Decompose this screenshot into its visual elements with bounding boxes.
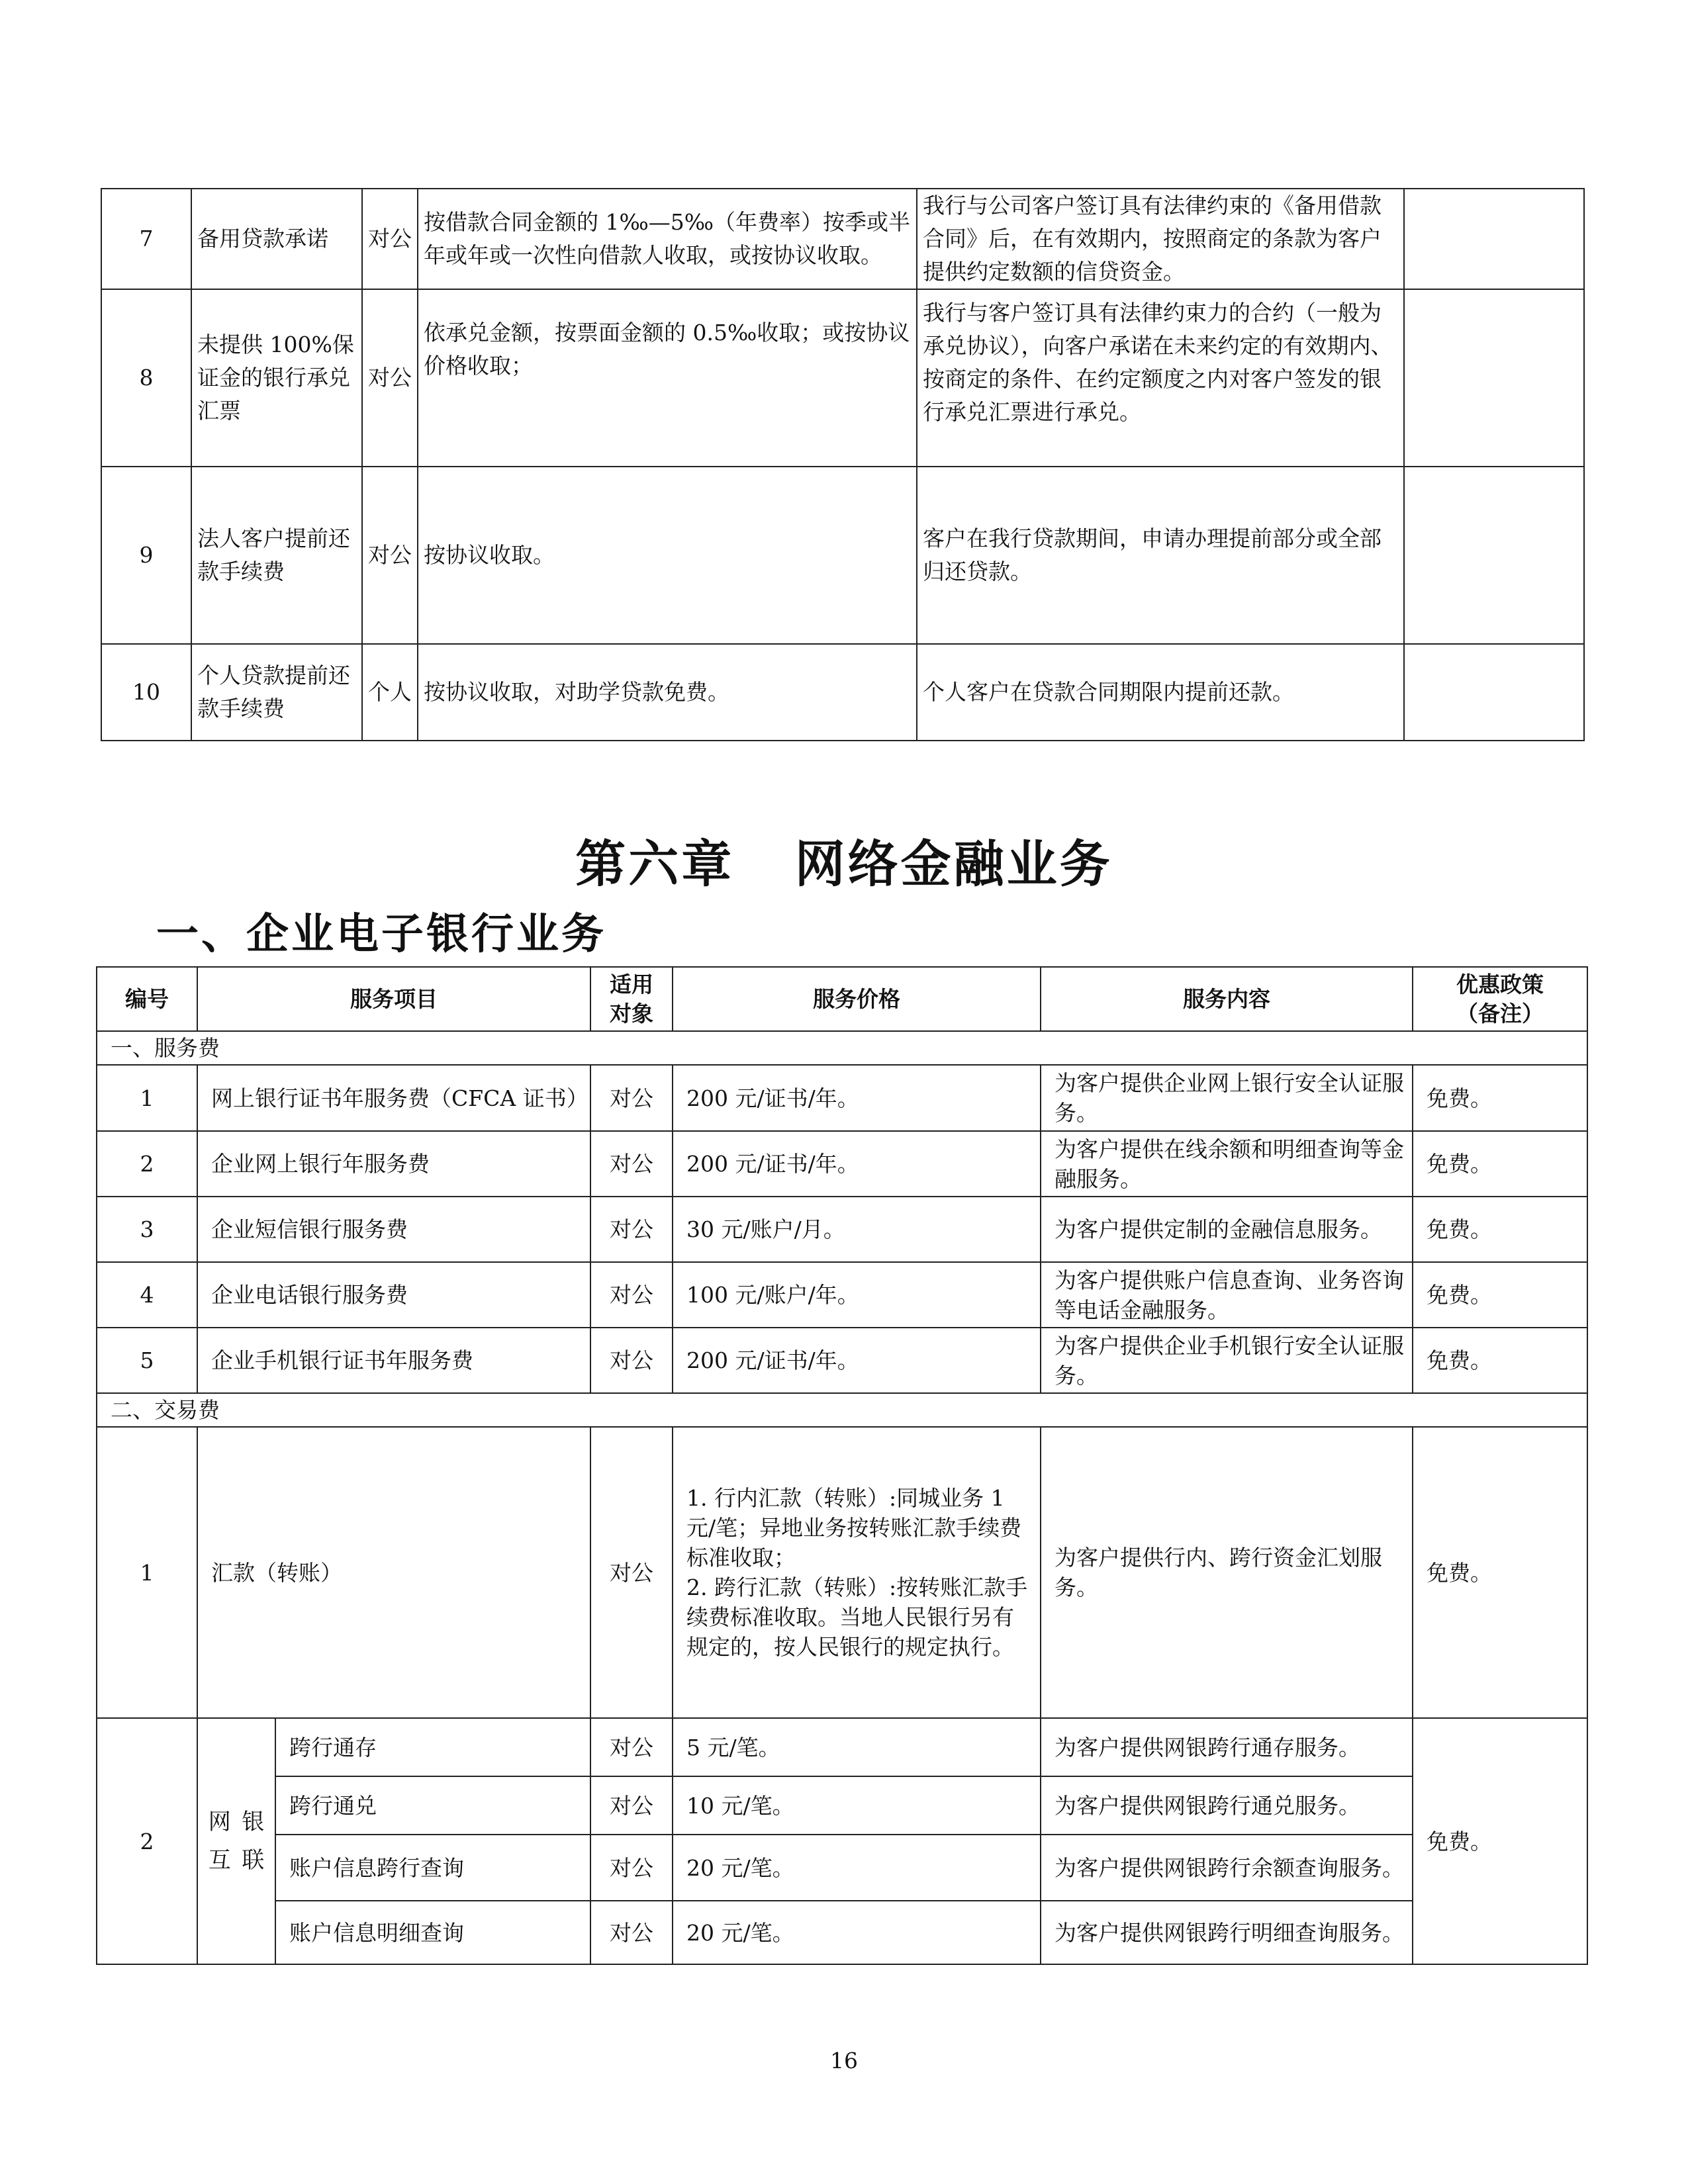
target-customer: 对公: [590, 1197, 673, 1262]
service-content: 我行与客户签订具有法律约束力的合约（一般为承兑协议），向客户承诺在未来约定的有效期内、按商定的条件、在约定额度之内对客户签发的银行承兑汇票进行承兑。: [917, 289, 1404, 467]
group-label-interbank: [197, 1718, 275, 1964]
target-customer: 对公: [590, 1065, 673, 1131]
row-number: 7: [101, 189, 191, 289]
row-number: 4: [97, 1262, 197, 1328]
target-customer: 对公: [590, 1262, 673, 1328]
remark: [1404, 189, 1584, 289]
service-item: 网上银行证书年服务费（CFCA 证书）: [197, 1065, 590, 1131]
row-number: 5: [97, 1328, 197, 1393]
service-item: 企业短信银行服务费: [197, 1197, 590, 1262]
service-price: 5 元/笔。: [673, 1718, 1041, 1776]
section-row: [97, 1031, 1587, 1065]
target-customer: 对公: [590, 1776, 673, 1835]
service-price: 依承兑金额，按票面金额的 0.5‰收取；或按协议价格收取；: [418, 289, 917, 467]
service-price: 按借款合同金额的 1‰—5‰（年费率）按季或半年或年或一次性向借款人收取，或按协议收取。: [418, 189, 917, 289]
service-price: 按协议收取，对助学贷款免费。: [418, 644, 917, 741]
service-item: 备用贷款承诺: [191, 189, 362, 289]
service-item: 法人客户提前还款手续费: [191, 467, 362, 644]
previous-fee-table: [101, 188, 1585, 741]
section-label-service-fee: 一、服务费: [97, 1031, 1587, 1065]
page-number: 16: [830, 2048, 858, 2073]
row-number: 1: [97, 1427, 197, 1718]
section-row: [97, 1393, 1587, 1427]
group-label-char: 联: [242, 1847, 265, 1874]
remark: 免费。: [1413, 1328, 1587, 1393]
target-customer: 对公: [590, 1131, 673, 1197]
row-number: 10: [101, 644, 191, 741]
header-price: 服务价格: [673, 967, 1041, 1031]
service-content: 为客户提供网银跨行明细查询服务。: [1041, 1901, 1413, 1964]
price-line-interbank: 2. 跨行汇款（转账）:按转账汇款手续费标准收取。当地人民银行另有规定的，按人民银行的规定执行。: [686, 1574, 1028, 1660]
service-content: 客户在我行贷款期间，申请办理提前部分或全部归还贷款。: [917, 467, 1404, 644]
target-customer: 对公: [590, 1901, 673, 1964]
service-content: 为客户提供企业网上银行安全认证服务。: [1041, 1065, 1413, 1131]
table-row: [97, 1328, 1587, 1393]
service-content: 为客户提供定制的金融信息服务。: [1041, 1197, 1413, 1262]
remark: [1404, 289, 1584, 467]
row-number: 1: [97, 1065, 197, 1131]
table-row: [97, 1718, 1587, 1776]
table-row: [101, 644, 1584, 741]
table-header-row: [97, 967, 1587, 1031]
row-number: 8: [101, 289, 191, 467]
service-price: 100 元/账户/年。: [673, 1262, 1041, 1328]
service-item: 企业手机银行证书年服务费: [197, 1328, 590, 1393]
service-price: 200 元/证书/年。: [673, 1328, 1041, 1393]
service-content: 为客户提供网银跨行通存服务。: [1041, 1718, 1413, 1776]
target-customer: 对公: [362, 289, 418, 467]
remark: 免费。: [1413, 1197, 1587, 1262]
target-customer: 对公: [590, 1835, 673, 1901]
table-row: [97, 1131, 1587, 1197]
service-content: 为客户提供企业手机银行安全认证服务。: [1041, 1328, 1413, 1393]
table-row: [97, 1262, 1587, 1328]
header-content: 服务内容: [1041, 967, 1413, 1031]
table-row: [97, 1835, 1587, 1901]
header-target-line-1: 适用: [610, 971, 653, 997]
target-customer: 对公: [362, 189, 418, 289]
target-customer: 对公: [590, 1718, 673, 1776]
target-customer: 对公: [590, 1328, 673, 1393]
remark: 免费。: [1413, 1131, 1587, 1197]
table-row: [97, 1776, 1587, 1835]
row-number: 3: [97, 1197, 197, 1262]
remark: [1404, 467, 1584, 644]
header-service-item: 服务项目: [197, 967, 590, 1031]
row-number: 2: [97, 1718, 197, 1964]
remark: 免费。: [1413, 1718, 1587, 1964]
target-customer: 对公: [362, 467, 418, 644]
table-row: [101, 467, 1584, 644]
target-customer: 对公: [590, 1427, 673, 1718]
remark: 免费。: [1413, 1262, 1587, 1328]
header-number: 编号: [97, 967, 197, 1031]
service-content: 为客户提供网银跨行余额查询服务。: [1041, 1835, 1413, 1901]
price-line-intrabank: 1. 行内汇款（转账）:同城业务 1 元/笔；异地业务按转账汇款手续费标准收取；: [686, 1485, 1022, 1570]
remark: [1404, 644, 1584, 741]
service-item: 企业电话银行服务费: [197, 1262, 590, 1328]
ebank-fee-table: [96, 966, 1588, 1965]
group-label-char: 互: [208, 1847, 231, 1874]
target-customer: 个人: [362, 644, 418, 741]
chapter-title: 第六章 网络金融业务: [575, 835, 1113, 893]
service-item: 未提供 100%保证金的银行承兑汇票: [191, 289, 362, 467]
section-label-transaction-fee: 二、交易费: [97, 1393, 1587, 1427]
service-content: 为客户提供网银跨行通兑服务。: [1041, 1776, 1413, 1835]
service-price: 10 元/笔。: [673, 1776, 1041, 1835]
service-item: 跨行通兑: [275, 1776, 590, 1835]
service-item: 个人贷款提前还款手续费: [191, 644, 362, 741]
service-price: 30 元/账户/月。: [673, 1197, 1041, 1262]
service-item: 企业网上银行年服务费: [197, 1131, 590, 1197]
service-content: 为客户提供账户信息查询、业务咨询等电话金融服务。: [1041, 1262, 1413, 1328]
service-content: 为客户提供在线余额和明细查询等金融服务。: [1041, 1131, 1413, 1197]
service-price: 200 元/证书/年。: [673, 1131, 1041, 1197]
group-label-char: 网: [208, 1809, 231, 1835]
service-content: 个人客户在贷款合同期限内提前还款。: [917, 644, 1404, 741]
service-item: 账户信息跨行查询: [275, 1835, 590, 1901]
header-remark-line-2: （备注）: [1456, 1000, 1544, 1026]
remark: 免费。: [1413, 1065, 1587, 1131]
table-row: [97, 1065, 1587, 1131]
service-content: 为客户提供行内、跨行资金汇划服务。: [1041, 1427, 1413, 1718]
table-row: [97, 1197, 1587, 1262]
service-price: 200 元/证书/年。: [673, 1065, 1041, 1131]
header-remark-line-1: 优惠政策: [1456, 971, 1544, 997]
header-remark: [1413, 967, 1587, 1031]
service-price: 20 元/笔。: [673, 1835, 1041, 1901]
header-target: [590, 967, 673, 1031]
table-row: [97, 1901, 1587, 1964]
service-item: 汇款（转账）: [197, 1427, 590, 1718]
service-price: [673, 1427, 1041, 1718]
service-content: 我行与公司客户签订具有法律约束的《备用借款合同》后，在有效期内，按照商定的条款为客户提供约定数额的信贷资金。: [917, 189, 1404, 289]
service-item: 跨行通存: [275, 1718, 590, 1776]
service-price: 20 元/笔。: [673, 1901, 1041, 1964]
remark: 免费。: [1413, 1427, 1587, 1718]
row-number: 9: [101, 467, 191, 644]
section-title: 一、企业电子银行业务: [156, 909, 606, 959]
table-row: [101, 189, 1584, 289]
group-label-char: 银: [242, 1809, 265, 1835]
table-row: [101, 289, 1584, 467]
header-target-line-2: 对象: [610, 1000, 653, 1026]
service-price: 按协议收取。: [418, 467, 917, 644]
row-number: 2: [97, 1131, 197, 1197]
table-row: [97, 1427, 1587, 1718]
service-item: 账户信息明细查询: [275, 1901, 590, 1964]
